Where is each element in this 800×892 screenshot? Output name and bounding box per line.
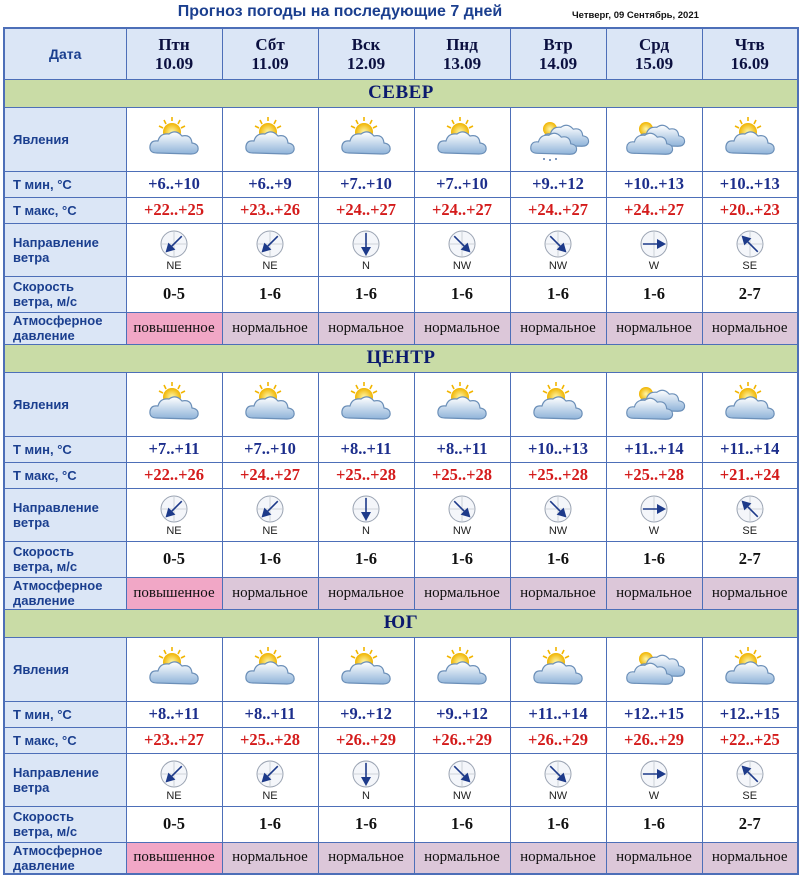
wind-speed-row [4,806,798,842]
pressure-value: повышенное [126,842,222,874]
row-label [4,842,126,874]
wind-direction-cell [510,223,606,276]
row-label-text: Атмосферное [13,842,103,858]
wind-speed-value: 1-6 [510,276,606,312]
row-label [4,107,126,171]
partly-cloudy-icon [319,380,414,428]
wind-direction-cell [126,753,222,806]
row-label-text: ветра, м/с [13,294,78,309]
wind-speed-value: 1-6 [510,541,606,577]
weather-cell [318,637,414,701]
cloudy-icon [607,645,702,693]
row-label [4,372,126,436]
region-name: ЦЕНТР [4,344,798,372]
wind-compass-icon [607,229,702,259]
pressure-row [4,577,798,609]
tmax-value: +24..+27 [510,197,606,223]
tmin-row [4,701,798,727]
wind-direction-cell [606,223,702,276]
wind-direction-label: SE [742,525,758,537]
weather-cell [510,107,606,171]
wind-direction-label: N [362,525,370,537]
pressure-value: нормальное [318,842,414,874]
row-label [4,462,126,488]
region-header-row [4,79,798,107]
row-label-text: Явления [13,661,69,677]
pressure-value: нормальное [318,577,414,609]
tmin-value: +11..+14 [606,436,702,462]
row-label-text: Т мин, °С [13,176,72,192]
tmin-value: +12..+15 [702,701,798,727]
tmax-value: +25..+28 [510,462,606,488]
wind-direction-label: NW [548,525,568,537]
weather-cell [702,372,798,436]
tmin-value: +6..+10 [126,171,222,197]
row-label-text: Явления [13,396,69,412]
wind-compass-icon [223,494,318,524]
tmin-value: +12..+15 [606,701,702,727]
wind-compass-icon [127,494,222,524]
pressure-value: нормальное [702,312,798,344]
wind-direction-label: NE [262,260,278,272]
row-label-text: Атмосферное [13,578,103,593]
partly-cloudy-icon [703,645,798,693]
wind-direction-cell [318,223,414,276]
partly-cloudy-icon [319,645,414,693]
pressure-value: нормальное [702,577,798,609]
tmax-value: +26..+29 [318,727,414,753]
row-label [4,577,126,609]
weather-cell [126,107,222,171]
wind-speed-value: 1-6 [414,541,510,577]
wind-speed-value: 0-5 [126,806,222,842]
weather-row [4,107,798,171]
day-name: Сбт [255,34,285,54]
tmax-value: +22..+26 [126,462,222,488]
wind-speed-value: 1-6 [414,276,510,312]
row-label-text: ветра [13,779,50,795]
partly-cloudy-icon [223,115,318,163]
wind-direction-cell [414,753,510,806]
weather-cell [126,372,222,436]
partly-cloudy-icon [415,380,510,428]
pressure-value: нормальное [222,312,318,344]
row-label-text: ветра [13,249,50,265]
pressure-value: повышенное [126,577,222,609]
row-label [4,753,126,806]
tmax-value: +25..+28 [318,462,414,488]
wind-compass-icon [607,494,702,524]
tmin-value: +7..+10 [318,171,414,197]
row-label [4,541,126,577]
day-header [414,28,510,79]
weather-cell [318,372,414,436]
pressure-value: нормальное [510,312,606,344]
cloudy-light-rain-icon [511,115,606,163]
tmax-value: +22..+25 [702,727,798,753]
row-label-text: ветра, м/с [13,824,78,839]
row-label [4,806,126,842]
day-date: 12.09 [346,53,386,73]
tmax-value: +26..+29 [414,727,510,753]
tmax-value: +22..+25 [126,197,222,223]
tmin-value: +8..+11 [126,701,222,727]
wind-compass-icon [319,229,414,259]
pressure-value: нормальное [606,312,702,344]
weather-cell [606,107,702,171]
day-header [702,28,798,79]
tmax-row [4,197,798,223]
wind-speed-value: 1-6 [510,806,606,842]
weather-cell [318,107,414,171]
wind-direction-label: NW [548,790,568,802]
row-label-text: Скорость [13,279,74,294]
day-name: Чтв [734,34,765,54]
row-label-text: Явления [13,131,69,147]
day-header [126,28,222,79]
weather-cell [510,637,606,701]
region-header-row [4,344,798,372]
wind-direction-cell [702,488,798,541]
partly-cloudy-icon [127,645,222,693]
weather-cell [414,107,510,171]
wind-compass-icon [511,229,606,259]
tmax-value: +23..+26 [222,197,318,223]
wind-speed-value: 1-6 [606,276,702,312]
wind-direction-cell [510,753,606,806]
day-date: 10.09 [154,53,194,73]
row-label-text: Скорость [13,809,74,824]
wind-direction-label: W [648,260,660,272]
partly-cloudy-icon [703,380,798,428]
tmin-value: +10..+13 [702,171,798,197]
day-name: Пнд [446,34,478,54]
wind-direction-label: SE [742,790,758,802]
pressure-value: нормальное [222,842,318,874]
wind-compass-icon [127,229,222,259]
partly-cloudy-icon [415,645,510,693]
wind-direction-label: NE [262,525,278,537]
row-label-text: Атмосферное [13,313,103,328]
wind-speed-row [4,276,798,312]
tmin-value: +11..+14 [702,436,798,462]
pressure-value: нормальное [606,842,702,874]
wind-direction-label: NW [452,260,472,272]
tmax-value: +25..+28 [222,727,318,753]
row-label-text: Направление [13,234,99,250]
current-date: Четверг, 09 Сентябрь, 2021 [572,10,699,21]
weather-cell [222,372,318,436]
tmin-value: +7..+11 [126,436,222,462]
day-date: 11.09 [251,53,289,73]
row-label-text: Направление [13,499,99,515]
region-name: ЮГ [4,609,798,637]
wind-direction-label: W [648,525,660,537]
wind-direction-cell [510,488,606,541]
row-label [4,171,126,197]
row-label [4,701,126,727]
wind-direction-label: SE [742,260,758,272]
weather-cell [702,637,798,701]
tmin-value: +10..+13 [510,436,606,462]
row-label-text: давление [13,593,75,608]
wind-compass-icon [703,229,798,259]
tmax-value: +26..+29 [510,727,606,753]
tmax-value: +24..+27 [222,462,318,488]
wind-compass-icon [319,759,414,789]
cloudy-icon [607,115,702,163]
wind-speed-value: 1-6 [318,806,414,842]
day-date: 13.09 [442,53,482,73]
wind-direction-cell [318,488,414,541]
weather-row [4,372,798,436]
row-label-text: Т мин, °С [13,706,72,722]
row-label [4,436,126,462]
wind-compass-icon [415,759,510,789]
wind-compass-icon [319,494,414,524]
day-name: Срд [638,34,670,54]
wind-speed-value: 1-6 [606,806,702,842]
wind-direction-cell [414,488,510,541]
wind-direction-cell [414,223,510,276]
tmin-value: +11..+14 [510,701,606,727]
day-date: 15.09 [634,53,674,73]
wind-direction-row [4,753,798,806]
tmin-value: +9..+12 [510,171,606,197]
region-header-row [4,609,798,637]
partly-cloudy-icon [127,380,222,428]
wind-direction-label: W [648,790,660,802]
wind-speed-value: 0-5 [126,276,222,312]
partly-cloudy-icon [319,115,414,163]
wind-compass-icon [511,759,606,789]
tmax-value: +21..+24 [702,462,798,488]
row-label-text: давление [13,857,75,873]
tmin-value: +8..+11 [222,701,318,727]
weather-row [4,637,798,701]
wind-speed-value: 1-6 [318,541,414,577]
wind-direction-cell [126,488,222,541]
wind-direction-cell [702,223,798,276]
pressure-value: нормальное [606,577,702,609]
wind-speed-value: 1-6 [414,806,510,842]
day-header [222,28,318,79]
tmin-row [4,171,798,197]
row-label [4,197,126,223]
pressure-value: нормальное [414,312,510,344]
pressure-value: повышенное [126,312,222,344]
wind-speed-value: 1-6 [222,806,318,842]
wind-speed-row [4,541,798,577]
row-label-text: давление [13,328,75,343]
wind-compass-icon [703,494,798,524]
tmin-value: +9..+12 [318,701,414,727]
wind-direction-cell [702,753,798,806]
row-label [4,312,126,344]
row-label-text: Скорость [13,544,74,559]
wind-direction-label: NE [166,790,182,802]
partly-cloudy-icon [415,115,510,163]
tmin-row [4,436,798,462]
wind-speed-value: 1-6 [222,541,318,577]
pressure-row [4,842,798,874]
page-header [0,0,800,28]
day-header [318,28,414,79]
wind-speed-value: 2-7 [702,276,798,312]
wind-speed-value: 2-7 [702,541,798,577]
row-label-text: Т мин, °С [13,441,72,457]
day-header [606,28,702,79]
header-row [4,28,798,79]
date-header-label: Дата [4,28,126,79]
tmax-value: +24..+27 [414,197,510,223]
weather-cell [510,372,606,436]
day-name: Птн [158,34,190,54]
wind-speed-value: 0-5 [126,541,222,577]
tmin-value: +6..+9 [222,171,318,197]
partly-cloudy-icon [703,115,798,163]
row-label [4,276,126,312]
wind-direction-label: NW [452,790,472,802]
row-label-text: ветра, м/с [13,559,78,574]
wind-direction-row [4,488,798,541]
weather-cell [222,107,318,171]
wind-compass-icon [511,494,606,524]
pressure-value: нормальное [318,312,414,344]
row-label-text: Т макс, °С [13,202,77,218]
wind-direction-cell [222,488,318,541]
wind-compass-icon [415,229,510,259]
weather-cell [414,372,510,436]
cloudy-icon [607,380,702,428]
wind-direction-cell [222,753,318,806]
partly-cloudy-icon [223,380,318,428]
page-title: Прогноз погоды на последующие 7 дней [177,3,503,20]
wind-compass-icon [703,759,798,789]
forecast-table [3,27,799,875]
pressure-value: нормальное [414,842,510,874]
weather-cell [606,637,702,701]
wind-direction-cell [126,223,222,276]
tmin-value: +8..+11 [414,436,510,462]
wind-direction-row [4,223,798,276]
wind-compass-icon [223,759,318,789]
region-name: СЕВЕР [4,79,798,107]
weather-cell [702,107,798,171]
row-label-text: Т макс, °С [13,467,77,483]
row-label [4,727,126,753]
tmin-value: +10..+13 [606,171,702,197]
tmax-row [4,462,798,488]
wind-direction-label: NW [452,525,472,537]
wind-speed-value: 1-6 [222,276,318,312]
forecast-body [4,28,798,874]
row-label-text: Т макс, °С [13,732,77,748]
day-date: 16.09 [730,53,769,73]
tmin-value: +8..+11 [318,436,414,462]
day-header [510,28,606,79]
row-label-text: Направление [13,764,99,780]
partly-cloudy-icon [511,645,606,693]
tmax-value: +20..+23 [702,197,798,223]
wind-speed-value: 2-7 [702,806,798,842]
tmax-value: +23..+27 [126,727,222,753]
weather-cell [606,372,702,436]
wind-direction-label: NE [166,260,182,272]
weather-cell [222,637,318,701]
pressure-row [4,312,798,344]
tmax-value: +26..+29 [606,727,702,753]
wind-direction-label: NE [262,790,278,802]
weather-cell [126,637,222,701]
row-label [4,223,126,276]
day-date: 14.09 [538,53,578,73]
tmin-value: +9..+12 [414,701,510,727]
wind-direction-label: N [362,260,370,272]
wind-direction-label: NW [548,260,568,272]
tmax-value: +25..+28 [606,462,702,488]
wind-direction-cell [606,488,702,541]
row-label [4,637,126,701]
pressure-value: нормальное [414,577,510,609]
wind-speed-value: 1-6 [606,541,702,577]
pressure-value: нормальное [222,577,318,609]
day-name: Втр [543,34,573,54]
tmin-value: +7..+10 [222,436,318,462]
row-label [4,488,126,541]
wind-direction-cell [606,753,702,806]
day-name: Вск [351,34,381,54]
wind-compass-icon [415,494,510,524]
partly-cloudy-icon [511,380,606,428]
wind-compass-icon [607,759,702,789]
wind-direction-label: N [362,790,370,802]
wind-compass-icon [127,759,222,789]
pressure-value: нормальное [510,577,606,609]
wind-direction-cell [222,223,318,276]
wind-speed-value: 1-6 [318,276,414,312]
partly-cloudy-icon [223,645,318,693]
tmin-value: +7..+10 [414,171,510,197]
tmax-value: +25..+28 [414,462,510,488]
tmax-row [4,727,798,753]
partly-cloudy-icon [127,115,222,163]
pressure-value: нормальное [702,842,798,874]
tmax-value: +24..+27 [606,197,702,223]
row-label-text: ветра [13,514,50,530]
pressure-value: нормальное [510,842,606,874]
wind-direction-label: NE [166,525,182,537]
weather-cell [414,637,510,701]
wind-direction-cell [318,753,414,806]
wind-compass-icon [223,229,318,259]
tmax-value: +24..+27 [318,197,414,223]
